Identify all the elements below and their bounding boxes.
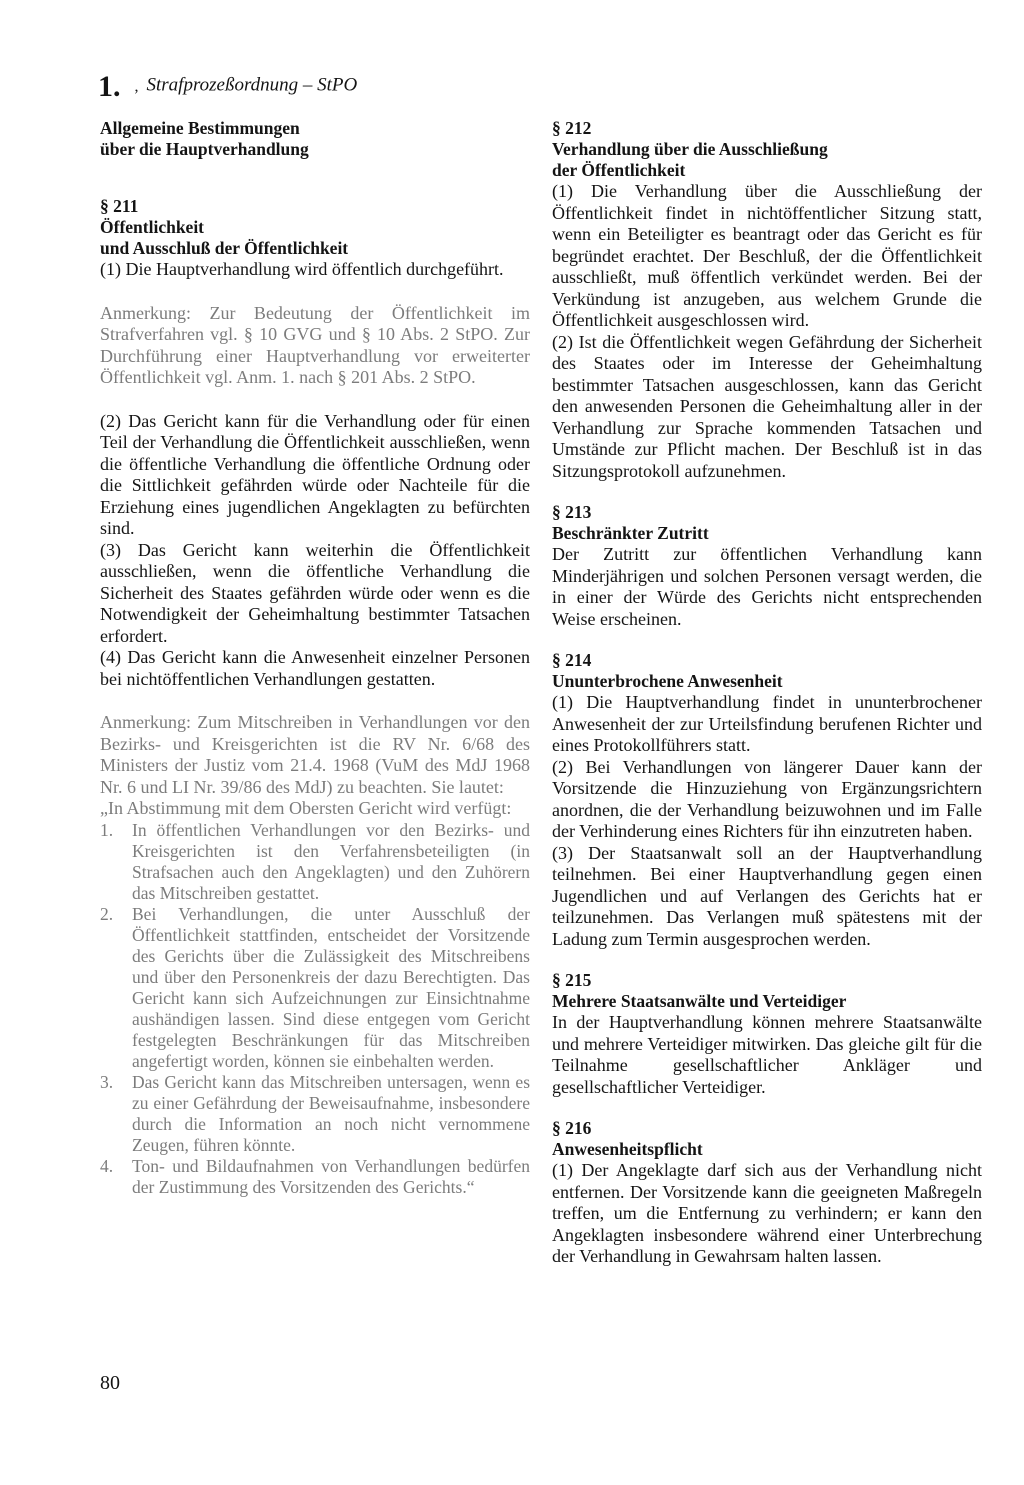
section-212-para-2: (2) Ist die Öffentlichkeit wegen Gefährdung der Sicherheit des Staates oder im Interesse der Geheimhaltung bestimmter Tatsachen ausgeschlossen, kann das Gericht den anwesenden Personen die Geheimhaltung aller in der Verhandlung zur Sprache kommenden Tatsachen und Umstände zur Pflicht machen. Der Beschluß ist in das Sitzungsprotokoll aufzunehmen. — [552, 331, 982, 481]
section-214-title: Ununterbrochene Anwesenheit — [552, 671, 783, 691]
section-212-title-line-1: Verhandlung über die Ausschließung — [552, 139, 828, 159]
section-212-title-line-2: der Öffentlichkeit — [552, 160, 686, 180]
header-title: Strafprozeßordnung – StPO — [146, 74, 358, 96]
section-216 — [552, 1118, 982, 1268]
section-215 — [552, 970, 982, 1098]
section-211-para-4: (4) Das Gericht kann die Anwesenheit einzelner Personen bei nichtöffentlichen Verhandlungen gestatten. — [100, 647, 530, 689]
header-separator: , — [134, 77, 139, 95]
left-column — [100, 118, 530, 1198]
section-211-number: § 211 — [100, 196, 139, 216]
section-216-title: Anwesenheitspflicht — [552, 1139, 703, 1159]
section-211-title-line-2: und Ausschluß der Öffentlichkeit — [100, 238, 349, 258]
section-211-note-2-intro: Anmerkung: Zum Mitschreiben in Verhandlungen vor den Bezirks- und Kreisgerichten ist die RV Nr. 6/68 des Ministers der Justiz vom 21.4. 1968 (VuM des MdJ 1968 Nr. 6 und LI Nr. 39/86 des MdJ) zu beachten. Sie lautet: — [100, 712, 530, 797]
section-211-para-1: (1) Die Hauptverhandlung wird öffentlich durchgeführt. — [100, 259, 504, 279]
page-number: 80 — [100, 1372, 120, 1394]
section-216-number: § 216 — [552, 1118, 592, 1138]
list-item: 2. Bei Verhandlungen, die unter Ausschluß der Öffentlichkeit stattfinden, entscheidet der Vorsitzende des Gerichts über die Zulässigkeit des Mitschreibens und über den Personenkreis der dazu Berechtigten. Das Gericht kann sich Aufzeichnungen zur Einsichtnahme aushändigen lassen. Sind diese entgegen vom Gericht festgelegten Beschränkungen für das Mitschreiben angefertigt worden, können sie einbehalten werden. — [100, 903, 530, 1071]
section-213 — [552, 502, 982, 630]
section-213-para-1: Der Zutritt zur öffentlichen Verhandlung kann Minderjährigen und solchen Personen versagt werden, die in einer der Würde des Gerichts nicht entsprechenden Weise erscheinen. — [552, 544, 982, 629]
chapter-number: 1. — [98, 70, 121, 103]
group-heading — [100, 118, 530, 160]
section-211-para-3: (3) Das Gericht kann weiterhin die Öffentlichkeit ausschließen, wenn die öffentliche Verhandlung die Sicherheit des Staates gefährden würde oder wenn es die Notwendigkeit der Geheimhaltung bestimmter Tatsachen erfordert. — [100, 539, 530, 646]
list-item: 3. Das Gericht kann das Mitschreiben untersagen, wenn es zu einer Gefährdung der Beweisaufnahme, insbesondere durch die Information an noch nicht vernommene Zeugen, führen könnte. — [100, 1071, 530, 1155]
section-215-para-1: In der Hauptverhandlung können mehrere Staatsanwälte und mehrere Verteidiger mitwirken. Das gleiche gilt für die Teilnahme gesellschaftlicher Ankläger und gesellschaftlicher Verteidiger. — [552, 1012, 982, 1097]
section-215-title: Mehrere Staatsanwälte und Verteidiger — [552, 991, 847, 1011]
section-211-para-2: (2) Das Gericht kann für die Verhandlung oder für einen Teil der Verhandlung die Öffentlichkeit ausschließen, wenn die öffentliche Verhandlung die öffentliche Ordnung oder die Sittlichkeit gefährden würde oder Nachteile für die Erziehung eines jugendlichen Angeklagten zu befürchten sind. — [100, 410, 530, 538]
right-column — [552, 118, 982, 1288]
section-211-title-line-1: Öffentlichkeit — [100, 217, 205, 237]
section-211 — [100, 196, 530, 1198]
section-216-para-1: (1) Der Angeklagte darf sich aus der Verhandlung nicht entfernen. Der Vorsitzende kann die geeigneten Maßregeln treffen, um die Entfernung zu verhindern; er kann den Angeklagten insbesondere während einer Unterbrechung der Verhandlung in Gewahrsam halten lassen. — [552, 1160, 982, 1266]
section-213-title: Beschränkter Zutritt — [552, 523, 709, 543]
section-214 — [552, 650, 982, 950]
section-211-note-2-list — [100, 820, 530, 1198]
group-heading-line-1: Allgemeine Bestimmungen — [100, 118, 300, 138]
list-item: 1. In öffentlichen Verhandlungen vor den Bezirks- und Kreisgerichten ist den Verfahrensbeteiligten (in Strafsachen auch den Angeklagten) und den Zuhörern das Mitschreiben gestattet. — [100, 819, 530, 903]
section-212-para-1: (1) Die Verhandlung über die Ausschließung der Öffentlichkeit findet in nichtöffentlicher Sitzung statt, wenn ein Beteiligter es beantragt oder das Gericht es für begründet erachtet. Der Beschluß, der die Öffentlichkeit ausschließt, muß öffentlich verkündet werden. Bei der Verkündung ist anzugeben, aus welchem Grunde die Öffentlichkeit ausgeschlossen wird. — [552, 181, 982, 330]
section-211-note-2-quote: „In Abstimmung mit dem Obersten Gericht wird verfügt: — [100, 798, 512, 818]
section-212 — [552, 118, 982, 482]
section-214-para-1: (1) Die Hauptverhandlung findet in ununterbrochener Anwesenheit der zur Urteilsfindung berufenen Richter und eines Protokollführers statt. — [552, 692, 982, 755]
section-215-number: § 215 — [552, 970, 592, 990]
running-header — [98, 70, 357, 104]
section-214-para-3: (3) Der Staatsanwalt soll an der Hauptverhandlung teilnehmen. Bei einer Hauptverhandlung gegen einen Jugendlichen und auf Verlangen des Gerichts hat er teilzunehmen. Das Verlangen muß spätestens mit der Ladung zum Termin ausgesprochen werden. — [552, 842, 982, 949]
section-214-number: § 214 — [552, 650, 592, 670]
section-212-number: § 212 — [552, 118, 592, 138]
section-211-note-1: Anmerkung: Zur Bedeutung der Öffentlichkeit im Strafverfahren vgl. § 10 GVG und § 10 Abs. 2 StPO. Zur Durchführung einer Hauptverhandlung vor erweiterter Öffentlichkeit vgl. Anm. 1. nach § 201 Abs. 2 StPO. — [100, 302, 530, 387]
group-heading-line-2: über die Hauptverhandlung — [100, 139, 309, 159]
list-item: 4. Ton- und Bildaufnahmen von Verhandlungen bedürfen der Zustimmung des Vorsitzenden des Gerichts.“ — [100, 1155, 530, 1197]
section-213-number: § 213 — [552, 502, 592, 522]
section-214-para-2: (2) Bei Verhandlungen von längerer Dauer kann der Vorsitzende die Hinzuziehung von Ergänzungsrichtern anordnen, die der Verhandlung beizuwohnen und im Falle der Verhinderung eines Richters für ihn einzutreten haben. — [552, 756, 982, 841]
